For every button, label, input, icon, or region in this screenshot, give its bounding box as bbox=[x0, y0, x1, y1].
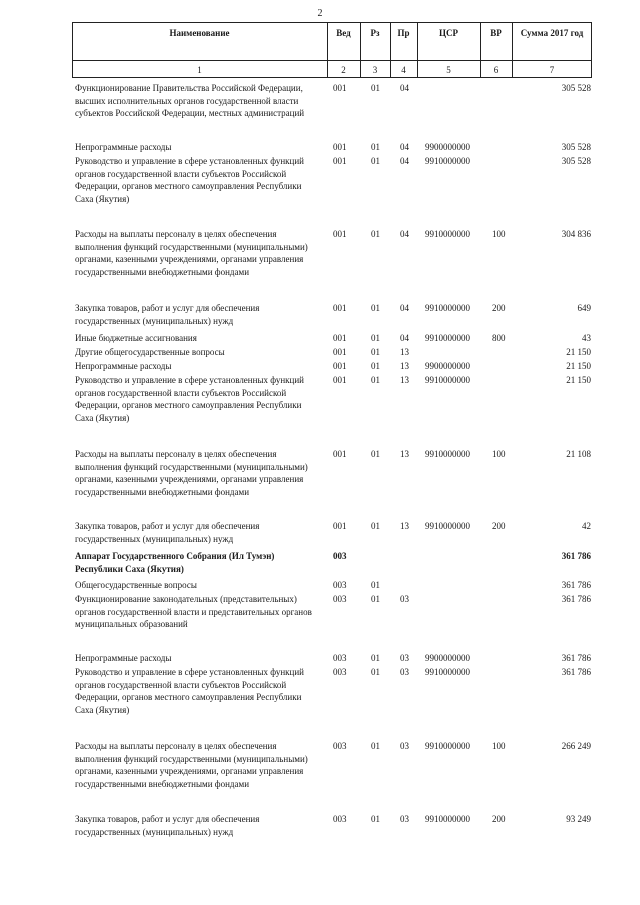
row-rz: 01 bbox=[371, 449, 380, 459]
row-sum: 361 786 bbox=[561, 667, 591, 677]
row-rz: 01 bbox=[371, 375, 380, 385]
row-ved: 003 bbox=[333, 814, 347, 824]
row-rz: 01 bbox=[371, 667, 380, 677]
row-name: Аппарат Государственного Собрания (Ил Тумэн) Республики Саха (Якутия) bbox=[75, 551, 275, 574]
row-vr: 100 bbox=[492, 741, 506, 751]
row-sum: 266 249 bbox=[561, 741, 591, 751]
row-sum: 21 150 bbox=[566, 361, 591, 371]
row-name: Руководство и управление в сфере установленных функций органов государственной власти субъектов Российской Федерации, органов местного самоуправления Республики Саха (Якутия) bbox=[75, 375, 304, 423]
col-number-6: 6 bbox=[493, 65, 499, 75]
row-ved: 003 bbox=[333, 667, 347, 677]
row-sum: 305 528 bbox=[561, 156, 591, 166]
row-csr: 9910000000 bbox=[425, 229, 470, 239]
row-ved: 003 bbox=[333, 653, 347, 663]
row-pr: 13 bbox=[400, 347, 409, 357]
col-number-7: 7 bbox=[549, 65, 555, 75]
row-pr: 03 bbox=[400, 667, 409, 677]
row-sum: 304 836 bbox=[561, 229, 591, 239]
row-name: Другие общегосударственные вопросы bbox=[75, 347, 225, 357]
row-csr: 9910000000 bbox=[425, 303, 470, 313]
header-vr: ВР bbox=[490, 28, 502, 38]
row-sum: 361 786 bbox=[561, 653, 591, 663]
row-rz: 01 bbox=[371, 653, 380, 663]
row-name: Руководство и управление в сфере установленных функций органов государственной власти субъектов Российской Федерации, органов местного самоуправления Республики Саха (Якутия) bbox=[75, 667, 304, 715]
row-vr: 100 bbox=[492, 449, 506, 459]
row-rz: 01 bbox=[371, 814, 380, 824]
row-sum: 93 249 bbox=[566, 814, 591, 824]
row-rz: 01 bbox=[371, 361, 380, 371]
row-csr: 9910000000 bbox=[425, 375, 470, 385]
table-header bbox=[72, 22, 592, 78]
row-pr: 04 bbox=[400, 83, 409, 93]
row-rz: 01 bbox=[371, 83, 380, 93]
row-csr: 9910000000 bbox=[425, 814, 470, 824]
row-pr: 04 bbox=[400, 142, 409, 152]
row-rz: 01 bbox=[371, 594, 380, 604]
row-csr: 9910000000 bbox=[425, 333, 470, 343]
row-pr: 04 bbox=[400, 156, 409, 166]
header-ved: Вед bbox=[336, 28, 351, 38]
row-sum: 21 150 bbox=[566, 347, 591, 357]
row-csr: 9910000000 bbox=[425, 449, 470, 459]
page-number: 2 bbox=[317, 8, 323, 19]
row-csr: 9900000000 bbox=[425, 142, 470, 152]
row-vr: 200 bbox=[492, 521, 506, 531]
row-csr: 9910000000 bbox=[425, 741, 470, 751]
row-ved: 001 bbox=[333, 142, 347, 152]
row-sum: 361 786 bbox=[561, 551, 591, 561]
row-name: Непрограммные расходы bbox=[75, 653, 172, 663]
row-csr: 9900000000 bbox=[425, 361, 470, 371]
row-vr: 100 bbox=[492, 229, 506, 239]
row-rz: 01 bbox=[371, 156, 380, 166]
row-ved: 001 bbox=[333, 521, 347, 531]
row-csr: 9910000000 bbox=[425, 156, 470, 166]
row-rz: 01 bbox=[371, 303, 380, 313]
row-pr: 03 bbox=[400, 814, 409, 824]
row-pr: 04 bbox=[400, 333, 409, 343]
row-ved: 001 bbox=[333, 229, 347, 239]
row-rz: 01 bbox=[371, 333, 380, 343]
row-ved: 001 bbox=[333, 449, 347, 459]
row-pr: 13 bbox=[400, 521, 409, 531]
row-name: Общегосударственные вопросы bbox=[75, 580, 197, 590]
col-number-3: 3 bbox=[372, 65, 378, 75]
col-number-1: 1 bbox=[197, 65, 202, 75]
row-name: Функционирование законодательных (представительных) органов государственной власти и представительных органов муниципальных образований bbox=[75, 594, 312, 629]
header-csr: ЦСР bbox=[439, 28, 458, 38]
row-csr: 9910000000 bbox=[425, 667, 470, 677]
row-ved: 001 bbox=[333, 303, 347, 313]
row-name: Закупка товаров, работ и услуг для обеспечения государственных (муниципальных) нужд bbox=[75, 521, 260, 544]
row-pr: 13 bbox=[400, 449, 409, 459]
row-csr: 9910000000 bbox=[425, 521, 470, 531]
row-name: Иные бюджетные ассигнования bbox=[75, 333, 197, 343]
col-number-2: 2 bbox=[341, 65, 346, 75]
col-number-5: 5 bbox=[446, 65, 451, 75]
row-sum: 305 528 bbox=[561, 83, 591, 93]
row-sum: 43 bbox=[582, 333, 591, 343]
row-rz: 01 bbox=[371, 142, 380, 152]
row-pr: 13 bbox=[400, 375, 409, 385]
row-name: Непрограммные расходы bbox=[75, 361, 172, 371]
row-name: Функционирование Правительства Российской Федерации, высших исполнительных органов государственной власти субъектов Российской Федерации, местных администраций bbox=[75, 83, 305, 118]
row-vr: 200 bbox=[492, 303, 506, 313]
row-name: Расходы на выплаты персоналу в целях обеспечения выполнения функций государственными (муниципальными) органами, казенными учреждениями, органами управления государственными внебюджетными фондами bbox=[75, 449, 308, 497]
row-ved: 001 bbox=[333, 361, 347, 371]
row-name: Закупка товаров, работ и услуг для обеспечения государственных (муниципальных) нужд bbox=[75, 814, 260, 837]
header-name: Наименование bbox=[169, 28, 230, 38]
row-ved: 003 bbox=[333, 594, 347, 604]
row-pr: 03 bbox=[400, 594, 409, 604]
row-name: Расходы на выплаты персоналу в целях обеспечения выполнения функций государственными (муниципальными) органами, казенными учреждениями, органами управления государственными внебюджетными фондами bbox=[75, 741, 308, 789]
row-ved: 003 bbox=[333, 551, 347, 561]
row-sum: 649 bbox=[577, 303, 591, 313]
row-sum: 361 786 bbox=[561, 594, 591, 604]
row-rz: 01 bbox=[371, 741, 380, 751]
row-ved: 001 bbox=[333, 156, 347, 166]
row-pr: 03 bbox=[400, 741, 409, 751]
header-sum: Сумма 2017 год bbox=[520, 28, 584, 38]
row-name: Непрограммные расходы bbox=[75, 142, 172, 152]
row-csr: 9900000000 bbox=[425, 653, 470, 663]
row-ved: 003 bbox=[333, 741, 347, 751]
row-sum: 305 528 bbox=[561, 142, 591, 152]
row-rz: 01 bbox=[371, 347, 380, 357]
row-name: Расходы на выплаты персоналу в целях обеспечения выполнения функций государственными (муниципальными) органами, казенными учреждениями, органами управления государственными внебюджетными фондами bbox=[75, 229, 308, 277]
row-pr: 03 bbox=[400, 653, 409, 663]
col-number-4: 4 bbox=[401, 65, 406, 75]
row-pr: 13 bbox=[400, 361, 409, 371]
row-vr: 200 bbox=[492, 814, 506, 824]
row-pr: 04 bbox=[400, 303, 409, 313]
row-sum: 361 786 bbox=[561, 580, 591, 590]
row-vr: 800 bbox=[492, 333, 506, 343]
row-pr: 04 bbox=[400, 229, 409, 239]
header-rz: Рз bbox=[370, 28, 380, 38]
row-rz: 01 bbox=[371, 229, 380, 239]
row-name: Закупка товаров, работ и услуг для обеспечения государственных (муниципальных) нужд bbox=[75, 303, 260, 326]
row-name: Руководство и управление в сфере установленных функций органов государственной власти субъектов Российской Федерации, органов местного самоуправления Республики Саха (Якутия) bbox=[75, 156, 304, 204]
row-sum: 42 bbox=[582, 521, 591, 531]
row-sum: 21 108 bbox=[566, 449, 591, 459]
row-ved: 001 bbox=[333, 347, 347, 357]
row-ved: 003 bbox=[333, 580, 347, 590]
row-rz: 01 bbox=[371, 580, 380, 590]
row-rz: 01 bbox=[371, 521, 380, 531]
row-ved: 001 bbox=[333, 83, 347, 93]
row-ved: 001 bbox=[333, 375, 347, 385]
row-ved: 001 bbox=[333, 333, 347, 343]
row-sum: 21 150 bbox=[566, 375, 591, 385]
header-pr: Пр bbox=[397, 28, 410, 38]
